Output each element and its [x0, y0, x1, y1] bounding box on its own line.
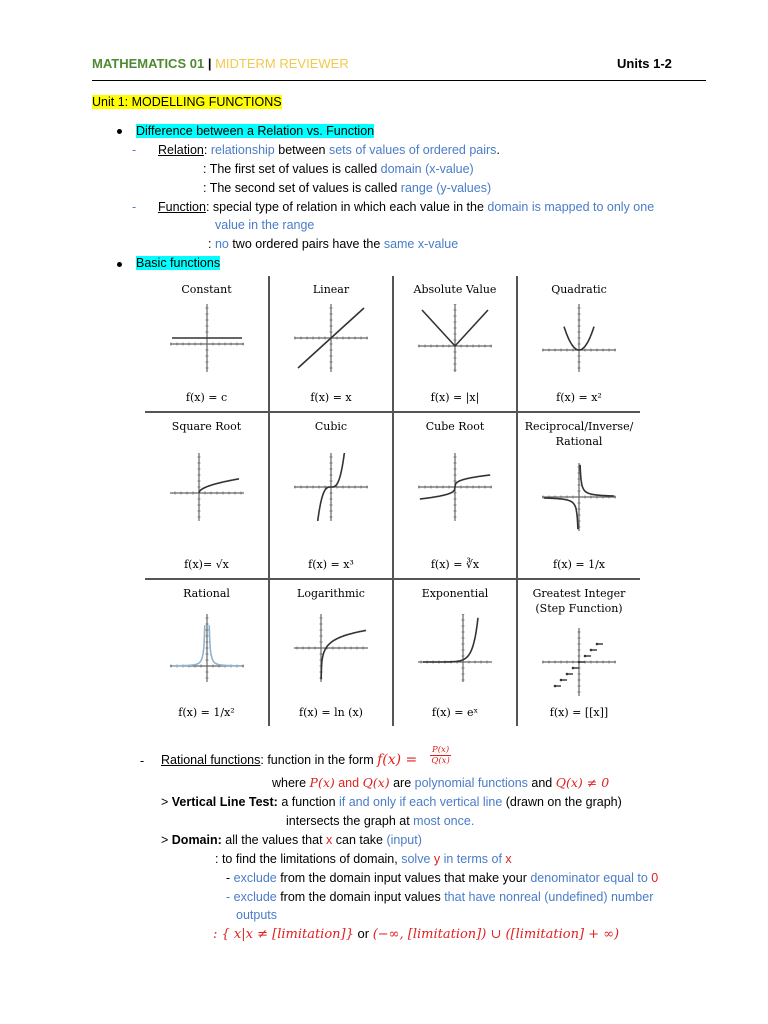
function-formula: f(x) = ln (x) [299, 706, 363, 719]
function-formula: f(x) = eˣ [431, 706, 479, 719]
header-separator: | [207, 56, 212, 71]
function-formula: f(x) = c [185, 391, 228, 404]
function-cell [270, 276, 392, 411]
domain-limitations: : to find the limitations of domain, solve y in terms of x [215, 852, 512, 866]
bullet-basic-functions: Basic functions [136, 256, 221, 270]
function-formula: f(x) = x³ [308, 558, 354, 571]
doc-type: MIDTERM REVIEWER [215, 56, 349, 71]
rational-definition: Rational functions: function in the form f(x) = [161, 752, 418, 768]
function-note: : no two ordered pairs have the same x-value [208, 237, 459, 251]
function-name: Cubic [314, 420, 348, 433]
absolute-value-graph-icon [418, 304, 492, 372]
rational-where-line: where P(x) and Q(x) are polynomial functions and Q(x) ≠ 0 [272, 775, 610, 790]
log-graph-icon [294, 614, 368, 682]
function-cell [145, 580, 268, 726]
relation-definition: Relation: relationship between sets of values of ordered pairs. [158, 143, 500, 157]
function-formula: f(x) = 1/x [553, 558, 605, 571]
function-formula: f(x) = x [310, 391, 352, 404]
function-cell [518, 413, 640, 578]
dash-marker: - [140, 754, 145, 768]
bullet-dot [117, 262, 122, 267]
function-cell [145, 276, 268, 411]
function-definition-cont: value in the range [215, 218, 315, 232]
function-name: Square Root [171, 420, 242, 433]
relation-range-note: : The second set of values is called range (y-values) [203, 181, 492, 195]
function-formula: f(x) = 1/x² [178, 706, 235, 719]
function-name: Linear [312, 283, 350, 296]
function-name: Absolute Value [413, 283, 497, 296]
bullet-relation-vs-function: Difference between a Relation vs. Function [136, 124, 375, 138]
function-name: Quadratic [551, 283, 607, 296]
function-cell [270, 580, 392, 726]
function-cell [518, 276, 640, 411]
square-root-graph-icon [170, 453, 244, 521]
function-cell [394, 580, 516, 726]
linear-graph-icon [294, 304, 368, 372]
unit-title: Unit 1: MODELLING FUNCTIONS [92, 95, 282, 109]
function-name: Greatest Integer (Step Function) [532, 587, 626, 615]
domain-definition: > Domain: all the values that x can take (input) [161, 833, 422, 847]
function-cell [145, 413, 268, 578]
step-graph-icon [542, 628, 616, 696]
function-definition: Function: special type of relation in which each value in the domain is mapped to only one [158, 200, 655, 214]
dash-marker: - [132, 143, 137, 157]
doc-header-title [92, 56, 349, 71]
rational-fraction [430, 745, 451, 766]
constant-graph-icon [170, 304, 244, 372]
bullet-dot [117, 129, 122, 134]
exclude-rule-1: - exclude from the domain input values that make your denominator equal to 0 [226, 871, 659, 885]
dash-marker: - [132, 200, 137, 214]
function-name: Logarithmic [297, 587, 365, 600]
function-name: Exponential [421, 587, 489, 600]
function-formula: f(x) = [[x]] [549, 706, 609, 719]
function-formula: f(x) = |x| [430, 391, 480, 404]
exclude-rule-2-cont: outputs [236, 908, 278, 922]
cubic-graph-icon [294, 453, 368, 521]
basic-functions-grid [145, 276, 640, 726]
fraction-numerator: P(x) [432, 745, 450, 755]
fraction-denominator: Q(x) [431, 756, 450, 766]
function-formula: f(x) = ∛x [430, 558, 480, 571]
function-cell [270, 413, 392, 578]
cube-root-graph-icon [418, 453, 492, 521]
function-name: Cube Root [425, 420, 485, 433]
reciprocal-graph-icon [542, 463, 616, 531]
function-formula: f(x) = x² [556, 391, 602, 404]
units-label: Units 1-2 [617, 56, 672, 71]
header-rule [92, 80, 706, 81]
function-name: Constant [181, 283, 232, 296]
function-formula: f(x)= √x [184, 558, 229, 571]
vertical-line-test: > Vertical Line Test: a function if and only if each vertical line (drawn on the graph) [161, 795, 622, 809]
exclude-rule-2: - exclude from the domain input values that have nonreal (undefined) number [226, 890, 654, 904]
course-name: MATHEMATICS 01 [92, 56, 205, 71]
quadratic-graph-icon [542, 304, 616, 372]
function-cell [518, 580, 640, 726]
function-cell [394, 413, 516, 578]
rational-graph-icon [170, 614, 244, 682]
function-name: Rational [183, 587, 230, 600]
domain-set-notation: : { x|x ≠ [limitation]} or (−∞, [limitation]) ∪ ([limitation] + ∞) [213, 926, 620, 942]
relation-domain-note: : The first set of values is called domain (x-value) [203, 162, 474, 176]
function-name: Reciprocal/Inverse/ Rational [524, 420, 634, 448]
exponential-graph-icon [418, 614, 492, 682]
vertical-line-test-cont: intersects the graph at most once. [286, 814, 475, 828]
function-cell [394, 276, 516, 411]
